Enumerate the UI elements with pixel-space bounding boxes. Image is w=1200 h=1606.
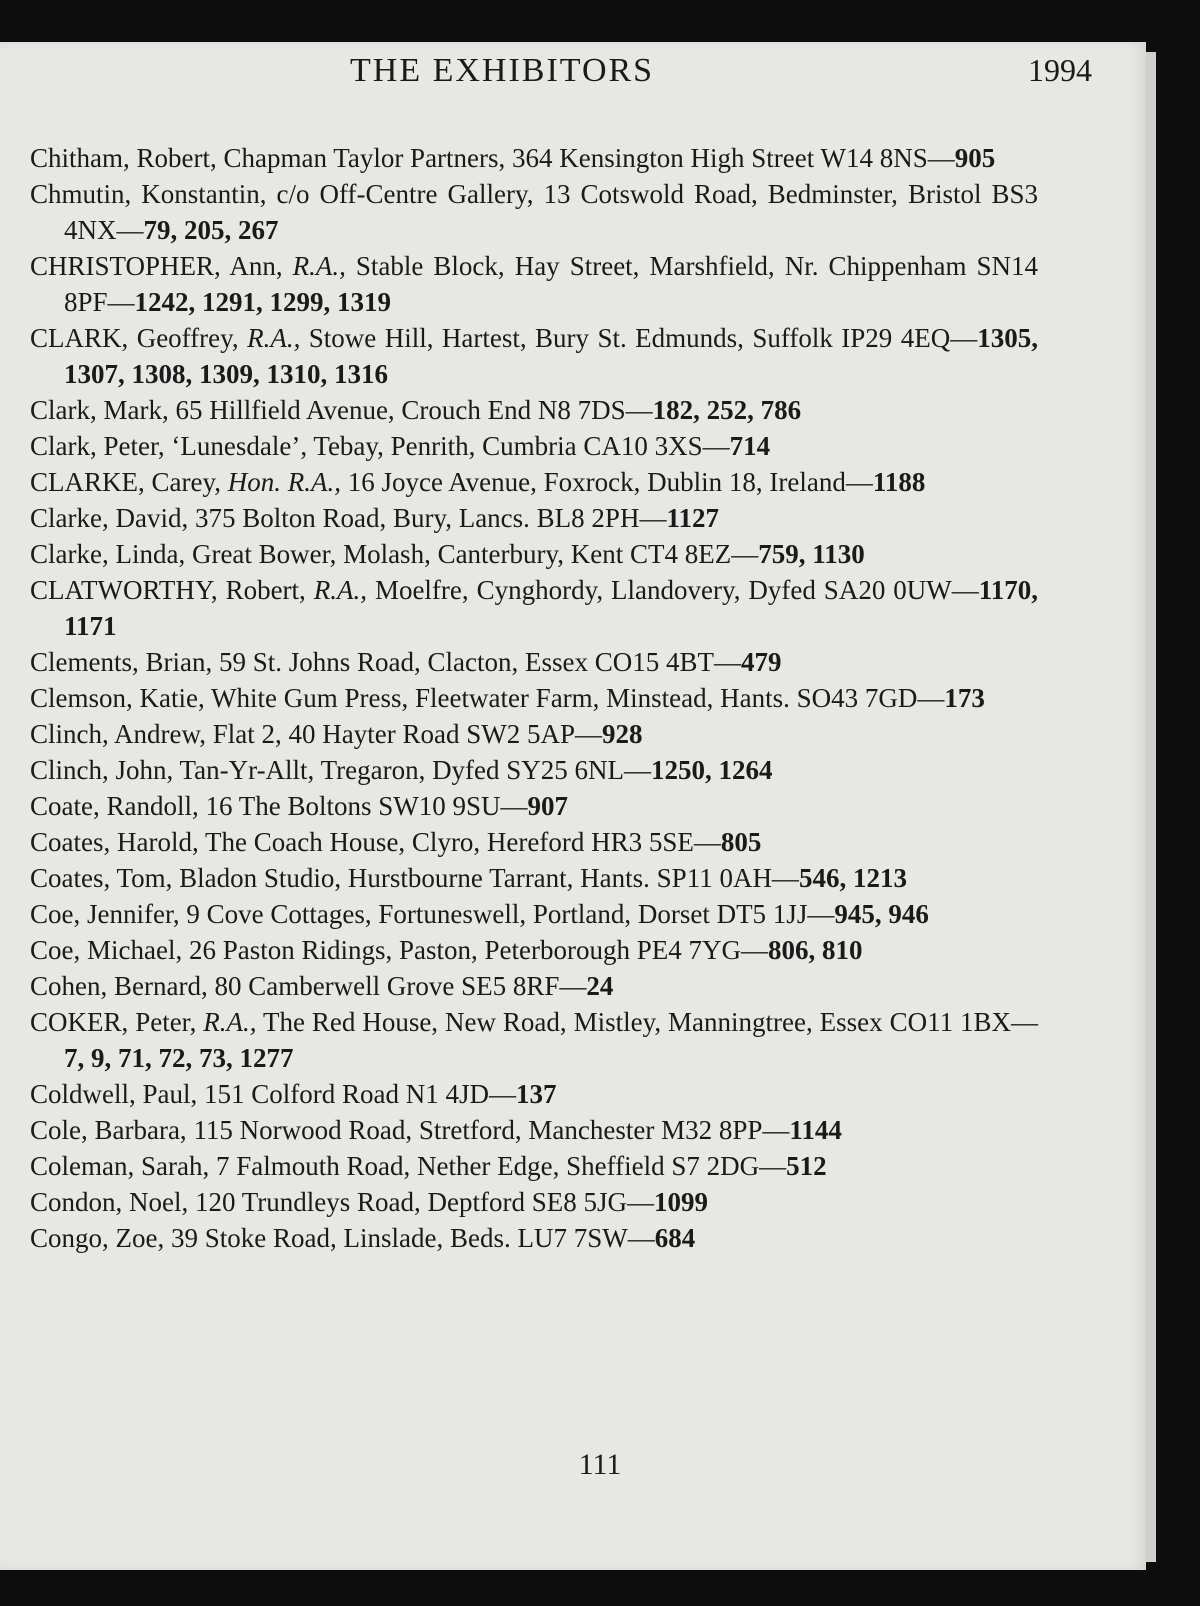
exhibitor-address: 375 Bolton Road, Bury, Lancs. BL8 2PH—	[194, 503, 667, 533]
exhibitor-entry	[30, 788, 1038, 824]
page-number: 111	[578, 1448, 622, 1481]
header-title: THE EXHIBITORS	[350, 52, 655, 89]
catalogue-numbers: 1242, 1291, 1299, 1319	[134, 287, 392, 317]
exhibitor-address: ‘Lunesdale’, Tebay, Penrith, Cumbria CA10 3XS—	[171, 431, 730, 461]
exhibitor-name: Clements, Brian,	[30, 647, 213, 677]
exhibitor-entry	[30, 716, 1038, 752]
exhibitor-entry	[30, 572, 1038, 644]
catalogue-numbers: 1250, 1264	[651, 755, 773, 785]
exhibitor-name: Clemson, Katie,	[30, 683, 205, 713]
exhibitor-name: Congo, Zoe,	[30, 1223, 165, 1253]
catalogue-numbers: 182, 252, 786	[652, 395, 802, 425]
exhibitor-address: Moelfre, Cynghordy, Llandovery, Dyfed SA20 0UW—	[374, 575, 979, 605]
exhibitor-rank: R.A.,	[313, 575, 367, 605]
catalogue-numbers: 512	[786, 1151, 827, 1181]
exhibitor-entry	[30, 392, 1038, 428]
exhibitor-name: Clarke, David,	[30, 503, 189, 533]
exhibitor-rank: R.A.,	[203, 1007, 257, 1037]
exhibitor-address: Bladon Studio, Hurstbourne Tarrant, Hants. SP11 0AH—	[179, 863, 799, 893]
exhibitor-entry	[30, 932, 1038, 968]
catalogue-numbers: 479	[741, 647, 782, 677]
exhibitor-name: CHRISTOPHER, Ann,	[30, 251, 283, 281]
catalogue-numbers: 173	[944, 683, 985, 713]
catalogue-numbers: 945, 946	[834, 899, 929, 929]
exhibitor-entry	[30, 896, 1038, 932]
catalogue-numbers: 907	[527, 791, 569, 821]
exhibitor-rank: R.A.,	[292, 251, 346, 281]
exhibitor-name: CLARKE, Carey,	[30, 467, 221, 497]
exhibitor-name: Cohen, Bernard,	[30, 971, 208, 1001]
exhibitor-name: CLARK, Geoffrey,	[30, 323, 239, 353]
exhibitor-entry	[30, 1184, 1038, 1220]
exhibitor-name: Clarke, Linda,	[30, 539, 186, 569]
exhibitor-address: 120 Trundleys Road, Deptford SE8 5JG—	[195, 1187, 655, 1217]
exhibitor-entry	[30, 680, 1038, 716]
exhibitor-name: Coate, Randoll,	[30, 791, 199, 821]
exhibitor-name: Cole, Barbara,	[30, 1115, 187, 1145]
exhibitor-name: Chmutin, Konstantin,	[30, 179, 267, 209]
exhibitor-entry	[30, 1112, 1038, 1148]
exhibitor-address: Stowe Hill, Hartest, Bury St. Edmunds, Suffolk IP29 4EQ—	[308, 323, 978, 353]
exhibitor-name: Coates, Tom,	[30, 863, 173, 893]
catalogue-numbers: 928	[601, 719, 643, 749]
exhibitor-address: 39 Stoke Road, Linslade, Beds. LU7 7SW—	[171, 1223, 655, 1253]
exhibitor-entry	[30, 860, 1038, 896]
exhibitor-rank: R.A.,	[247, 323, 301, 353]
catalogue-numbers: 7, 9, 71, 72, 73, 1277	[64, 1043, 294, 1073]
exhibitor-entry	[30, 428, 1038, 464]
exhibitor-entry	[30, 1004, 1038, 1076]
exhibitor-rank: Hon. R.A.,	[227, 467, 341, 497]
exhibitor-entry	[30, 464, 1038, 500]
exhibitor-entry	[30, 248, 1038, 320]
exhibitor-address: 26 Paston Ridings, Paston, Peterborough PE4 7YG—	[188, 935, 768, 965]
catalogue-numbers: 79, 205, 267	[143, 215, 279, 245]
exhibitor-address: Great Bower, Molash, Canterbury, Kent CT4 8EZ—	[191, 539, 759, 569]
exhibitor-name: Clinch, Andrew,	[30, 719, 206, 749]
catalogue-numbers: 1127	[666, 503, 719, 533]
exhibitor-entry	[30, 752, 1038, 788]
exhibitor-name: Condon, Noel,	[30, 1187, 189, 1217]
exhibitor-address: 115 Norwood Road, Stretford, Manchester M32 8PP—	[193, 1115, 790, 1145]
exhibitor-entry	[30, 536, 1038, 572]
exhibitor-name: Clark, Mark,	[30, 395, 169, 425]
exhibitor-name: Coe, Michael,	[30, 935, 183, 965]
catalogue-numbers: 759, 1130	[758, 539, 865, 569]
exhibitor-entry	[30, 320, 1038, 392]
exhibitor-entry	[30, 1220, 1038, 1256]
exhibitor-entry	[30, 824, 1038, 860]
exhibitor-address: Tan-Yr-Allt, Tregaron, Dyfed SY25 6NL—	[179, 755, 652, 785]
exhibitor-name: Clark, Peter,	[30, 431, 165, 461]
exhibitor-entry	[30, 968, 1038, 1004]
exhibitor-address: 80 Camberwell Grove SE5 8RF—	[214, 971, 587, 1001]
exhibitor-address: 151 Colford Road N1 4JD—	[204, 1079, 516, 1109]
exhibitor-address: Stable Block, Hay Street, Marshfield, Nr. Chippenham SN14 8PF—	[64, 251, 1039, 317]
exhibitor-address: The Red House, New Road, Mistley, Manningtree, Essex CO11 1BX—	[262, 1007, 1039, 1037]
exhibitor-name: CLATWORTHY, Robert,	[30, 575, 306, 605]
catalogue-numbers: 684	[654, 1223, 696, 1253]
exhibitor-address: 7 Falmouth Road, Nether Edge, Sheffield S7 2DG—	[215, 1151, 787, 1181]
catalogue-numbers: 1170, 1171	[64, 575, 1038, 641]
exhibitor-address: 59 St. Johns Road, Clacton, Essex CO15 4BT—	[218, 647, 741, 677]
catalogue-numbers: 546, 1213	[798, 863, 907, 893]
exhibitor-entry	[30, 500, 1038, 536]
page-edge	[1146, 52, 1156, 1562]
exhibitor-name: Coates, Harold,	[30, 827, 199, 857]
exhibitor-entry	[30, 1076, 1038, 1112]
exhibitor-address: 9 Cove Cottages, Fortuneswell, Portland, Dorset DT5 1JJ—	[186, 899, 835, 929]
exhibitor-name: Clinch, John,	[30, 755, 174, 785]
exhibitor-address: White Gum Press, Fleetwater Farm, Minstead, Hants. SO43 7GD—	[211, 683, 945, 713]
exhibitor-entry	[30, 1148, 1038, 1184]
exhibitor-name: Chitham, Robert,	[30, 143, 217, 173]
exhibitor-address: Flat 2, 40 Hayter Road SW2 5AP—	[212, 719, 602, 749]
exhibitor-name: Coldwell, Paul,	[30, 1079, 198, 1109]
exhibitor-address: Chapman Taylor Partners, 364 Kensington High Street W14 8NS—	[223, 143, 955, 173]
exhibitor-address: 65 Hillfield Avenue, Crouch End N8 7DS—	[175, 395, 653, 425]
catalogue-numbers: 1144	[789, 1115, 842, 1145]
exhibitor-address: The Coach House, Clyro, Hereford HR3 5SE—	[204, 827, 721, 857]
catalogue-numbers: 24	[586, 971, 614, 1001]
exhibitor-name: COKER, Peter,	[30, 1007, 197, 1037]
catalogue-numbers: 905	[954, 143, 996, 173]
exhibitor-address: 16 Joyce Avenue, Foxrock, Dublin 18, Ireland—	[347, 467, 873, 497]
exhibitor-entry	[30, 644, 1038, 680]
catalogue-numbers: 806, 810	[767, 935, 863, 965]
running-header	[0, 52, 1200, 92]
exhibitor-entry	[30, 140, 1038, 176]
catalogue-numbers: 1188	[872, 467, 926, 497]
exhibitor-entry	[30, 176, 1038, 248]
exhibitor-name: Coleman, Sarah,	[30, 1151, 210, 1181]
catalogue-numbers: 714	[729, 431, 771, 461]
catalogue-numbers: 1305, 1307, 1308, 1309, 1310, 1316	[64, 323, 1038, 389]
exhibitor-address: c/o Off-Centre Gallery, 13 Cotswold Road, Bedminster, Bristol BS3 4NX—	[64, 179, 1039, 245]
catalogue-numbers: 805	[720, 827, 762, 857]
exhibitor-list	[30, 140, 1038, 1256]
header-year: 1994	[1028, 52, 1092, 88]
catalogue-numbers: 137	[516, 1079, 557, 1109]
exhibitor-address: 16 The Boltons SW10 9SU—	[205, 791, 528, 821]
catalogue-numbers: 1099	[654, 1187, 709, 1217]
exhibitor-name: Coe, Jennifer,	[30, 899, 180, 929]
